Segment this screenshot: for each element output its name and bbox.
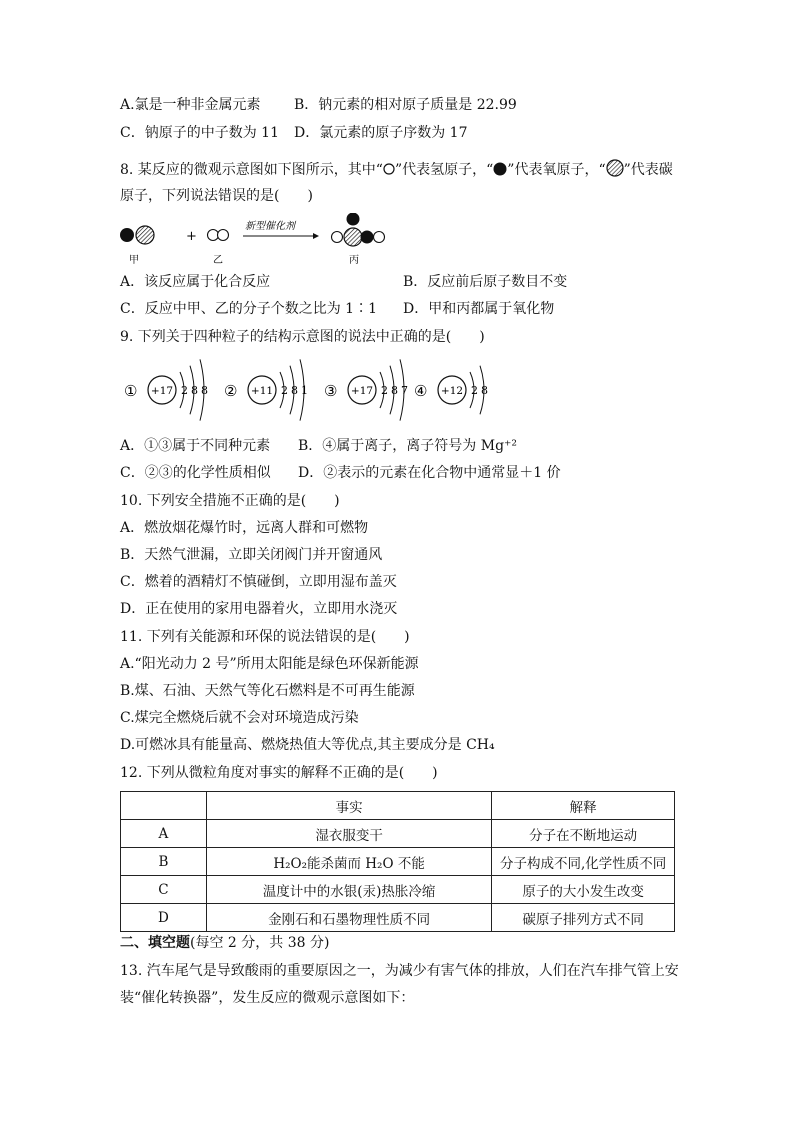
q9-option-d: D．②表示的元素在化合物中通常显＋1 价 — [298, 465, 561, 481]
table-header-row — [121, 792, 675, 820]
q8-option-a: A．该反应属于化合反应 — [120, 274, 271, 290]
q10-option-d: D．正在使用的家用电器着火，立即用水浇灭 — [120, 601, 398, 617]
q7-option-b: B．钠元素的相对原子质量是 22.99 — [294, 97, 517, 113]
q8-stem-line2: 原子，下列说法错误的是( ) — [120, 188, 313, 204]
q8-option-b: B．反应前后原子数目不变 — [403, 274, 568, 290]
molecule-bing — [332, 213, 385, 246]
label-jia: 甲 — [129, 255, 139, 266]
section-heading — [120, 934, 329, 952]
shell-electron-count: 8 — [291, 384, 298, 397]
nucleus-charge: +11 — [250, 385, 274, 397]
q9-option-a: A．①③属于不同种元素 — [120, 438, 271, 454]
oxygen-atom-icon — [493, 162, 507, 176]
table-cell: 分子在不断地运动 — [492, 820, 675, 848]
q10-stem: 10. 下列安全措施不正确的是( ) — [120, 493, 340, 509]
particle-index: ② — [224, 382, 238, 400]
particle-index: ① — [124, 382, 138, 400]
shell-electron-count: 2 — [181, 384, 188, 397]
q9-stem: 9. 下列关于四种粒子的结构示意图的说法中正确的是( ) — [120, 329, 485, 345]
q11-option-c: C.煤完全燃烧后就不会对环境造成污染 — [120, 710, 359, 726]
shell-electron-count: 1 — [301, 384, 308, 397]
table-row — [121, 904, 675, 932]
carbon-atom-icon — [136, 226, 154, 244]
q12-table — [120, 791, 675, 932]
q11-option-b: B.煤、石油、天然气等化石燃料是不可再生能源 — [120, 683, 415, 699]
q12-stem: 12. 下列从微粒角度对事实的解释不正确的是( ) — [120, 765, 438, 781]
shell-electron-count: 8 — [201, 384, 208, 397]
particle-diagram — [124, 359, 208, 420]
table-cell: H₂O₂能杀菌而 H₂O 不能 — [206, 848, 491, 876]
q10-option-c: C．燃着的酒精灯不慎碰倒，立即用湿布盖灭 — [120, 574, 397, 590]
q10-option-a: A．燃放烟花爆竹时，远离人群和可燃物 — [120, 520, 369, 536]
shell-electron-count: 8 — [191, 384, 198, 397]
q13-line1: 13. 汽车尾气是导致酸雨的重要原因之一，为减少有害气体的排放，人们在汽车排气管上安 — [120, 963, 679, 979]
q8-stem-text-d: ”代表碳 — [623, 162, 673, 178]
table-cell: 分子构成不同,化学性质不同 — [492, 848, 675, 876]
carbon-atom-icon — [344, 228, 362, 246]
q11-option-d: D.可燃冰具有能量高、燃烧热值大等优点,其主要成分是 CH₄ — [120, 737, 495, 753]
catalyst-label: 新型催化剂 — [245, 221, 295, 232]
arrow-head-icon — [313, 233, 319, 239]
shell-electron-count: 8 — [391, 384, 398, 397]
hydrogen-atom-icon — [218, 230, 229, 241]
q11-option-a: A.“阳光动力 2 号”所用太阳能是绿色环保新能源 — [120, 656, 419, 672]
molecule-yi — [208, 230, 229, 241]
table-header-cell: 解释 — [492, 792, 675, 820]
molecule-jia — [120, 226, 154, 244]
particle-index: ④ — [414, 382, 428, 400]
table-header-cell: 事实 — [206, 792, 491, 820]
table-cell: A — [121, 820, 207, 848]
table-row — [121, 820, 675, 848]
particle-diagram — [224, 359, 308, 420]
particle-diagram — [324, 359, 408, 420]
table-cell: 金刚石和石墨物理性质不同 — [206, 904, 491, 932]
shell-electron-count: 7 — [401, 384, 408, 397]
q9-option-b: B．④属于离子，离子符号为 Mg⁺² — [298, 438, 518, 454]
oxygen-atom-icon — [347, 213, 360, 226]
shell-electron-count: 2 — [471, 384, 478, 397]
table-cell: 原子的大小发生改变 — [492, 876, 675, 904]
q8-stem-line1 — [120, 159, 673, 179]
table-cell: C — [121, 876, 207, 904]
hydrogen-atom-icon — [208, 230, 219, 241]
nucleus-charge: +17 — [150, 385, 174, 397]
table-cell: 温度计中的水银(汞)热胀冷缩 — [206, 876, 491, 904]
table-cell: D — [121, 904, 207, 932]
carbon-atom-icon — [606, 159, 624, 177]
q8-stem-text-b: ”代表氢原子，“ — [394, 162, 494, 178]
label-yi: 乙 — [213, 255, 223, 266]
q11-stem: 11. 下列有关能源和环保的说法错误的是( ) — [120, 629, 410, 645]
hydrogen-atom-icon — [383, 163, 395, 175]
nucleus-charge: +17 — [350, 385, 374, 397]
nucleus-charge: +12 — [440, 385, 464, 397]
q8-reaction-diagram — [115, 213, 405, 269]
q8-stem-text-a: 8. 某反应的微观示意图如下图所示，其中“ — [120, 162, 383, 178]
section-title: 二、填空题 — [120, 935, 190, 951]
table-cell: B — [121, 848, 207, 876]
plus-sign: + — [186, 229, 197, 244]
q9-particle-diagrams — [120, 352, 500, 428]
oxygen-atom-icon — [120, 228, 134, 242]
shell-electron-count: 2 — [381, 384, 388, 397]
particle-diagram — [414, 366, 488, 415]
table-cell: 碳原子排列方式不同 — [492, 904, 675, 932]
shell-electron-count: 8 — [481, 384, 488, 397]
table-row — [121, 848, 675, 876]
table-row — [121, 876, 675, 904]
table-cell: 湿衣服变干 — [206, 820, 491, 848]
q8-option-c: C．反应中甲、乙的分子个数之比为 1∶1 — [120, 301, 377, 317]
q9-option-c: C．②③的化学性质相似 — [120, 465, 271, 481]
hydrogen-atom-icon — [332, 232, 343, 243]
q10-option-b: B．天然气泄漏，立即关闭阀门并开窗通风 — [120, 547, 383, 563]
label-bing: 丙 — [349, 255, 359, 266]
q7-option-c: C．钠原子的中子数为 11 — [120, 125, 279, 141]
q7-option-d: D．氯元素的原子序数为 17 — [294, 125, 468, 141]
q13-line2: 装“催化转换器”，发生反应的微观示意图如下： — [120, 990, 415, 1006]
particle-index: ③ — [324, 382, 338, 400]
shell-electron-count: 2 — [281, 384, 288, 397]
q7-option-a: A.氯是一种非金属元素 — [120, 97, 261, 113]
section-note: (每空 2 分，共 38 分) — [190, 935, 330, 951]
hydrogen-atom-icon — [374, 232, 385, 243]
q8-stem-text-c: ”代表氧原子，“ — [507, 162, 606, 178]
oxygen-atom-icon — [361, 231, 374, 244]
q8-option-d: D．甲和丙都属于氧化物 — [403, 301, 555, 317]
table-header-cell — [121, 792, 207, 820]
